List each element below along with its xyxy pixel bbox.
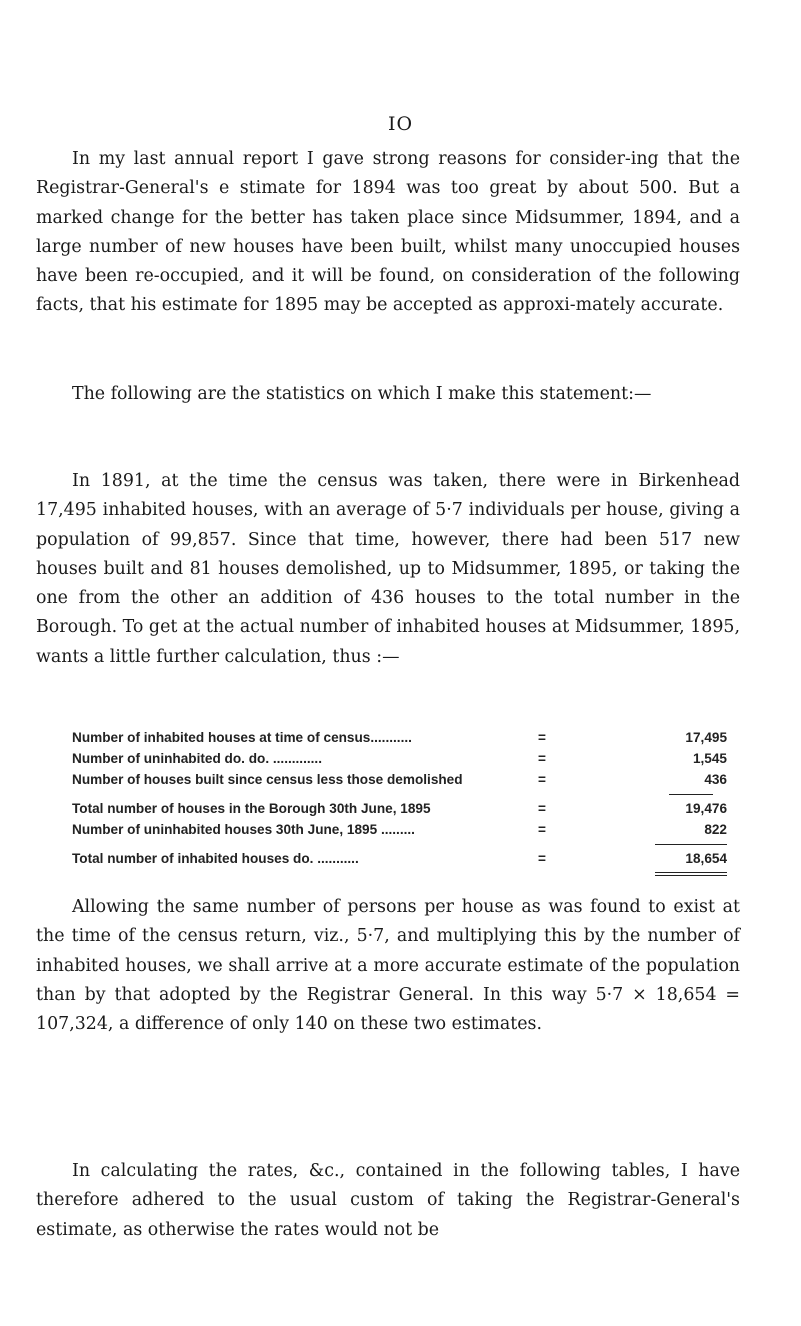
table-row xyxy=(72,748,737,769)
row-label: Number of houses built since census less those demolished xyxy=(72,772,463,787)
row-label: Number of uninhabited houses 30th June, 1895 ......... xyxy=(72,822,415,837)
subtotal-rule-spacer xyxy=(72,790,737,798)
row-label: Number of inhabited houses at time of census........... xyxy=(72,730,412,745)
paragraph-4: Allowing the same number of persons per house as was found to exist at the time of the census return, viz., 5·7, and multiplying this by the number of inhabited houses, we shall arrive at a more accurate estimate of the population than by that adopted by the Registrar General. In this way 5·7 × 18,654 = 107,324, a difference of only 140 on these two estimates. xyxy=(36,897,740,1035)
paragraph-3: In 1891, at the time the census was taken, there were in Birkenhead 17,495 inhabited houses, with an average of 5·7 individuals per house, giving a population of 99,857. Since that time, however, there had been 517 new houses built and 81 houses demolished, up to Midsummer, 1895, or taking the one from the other an addition of 436 houses to the total number in the Borough. To get at the actual number of inhabited houses at Midsummer, 1895, wants a little further calculation, thus :— xyxy=(36,471,740,667)
double-rule xyxy=(72,869,737,877)
subtotal-rule xyxy=(669,794,713,795)
table-row xyxy=(72,727,737,748)
total-rule xyxy=(655,844,727,845)
row-value: 1,545 xyxy=(692,751,727,766)
paragraph-2: The following are the statistics on which I make this statement:— xyxy=(72,384,652,404)
row-label: Total number of houses in the Borough 30th June, 1895 xyxy=(72,801,431,816)
row-value: 822 xyxy=(704,822,727,837)
row-value: 436 xyxy=(704,772,727,787)
equals-sign: = xyxy=(538,772,546,787)
row-value: 17,495 xyxy=(685,730,727,745)
page-number: IO xyxy=(387,113,414,135)
equals-sign: = xyxy=(538,822,546,837)
table-row xyxy=(72,848,737,869)
paragraph-5: In calculating the rates, &c., contained in the following tables, I have therefore adhered to the usual custom of taking the Registrar-General's estimate, as otherwise the rates would not be xyxy=(36,1161,740,1240)
paragraph-1: In my last annual report I gave strong reasons for consider-ing that the Registrar-General's e stimate for 1894 was too great by about 500. But a marked change for the better has taken place since Midsummer, 1894, and a large number of new houses have been built, whilst many unoccupied houses have been re-occupied, and it will be found, on consideration of the following facts, that his estimate for 1895 may be accepted as approxi-mately accurate. xyxy=(36,149,740,316)
row-label: Total number of inhabited houses do. ........... xyxy=(72,851,359,866)
row-label: Number of uninhabited do. do. ............. xyxy=(72,751,322,766)
table-row xyxy=(72,798,737,819)
row-value: 19,476 xyxy=(685,801,727,816)
table-row xyxy=(72,819,737,840)
total-rule-spacer xyxy=(72,840,737,848)
equals-sign: = xyxy=(538,851,546,866)
equals-sign: = xyxy=(538,730,546,745)
double-rule-bottom xyxy=(655,875,727,876)
equals-sign: = xyxy=(538,751,546,766)
table-row xyxy=(72,769,737,790)
row-value: 18,654 xyxy=(685,851,727,866)
equals-sign: = xyxy=(538,801,546,816)
housing-calculation-table xyxy=(72,727,737,877)
double-rule-top xyxy=(655,872,727,873)
